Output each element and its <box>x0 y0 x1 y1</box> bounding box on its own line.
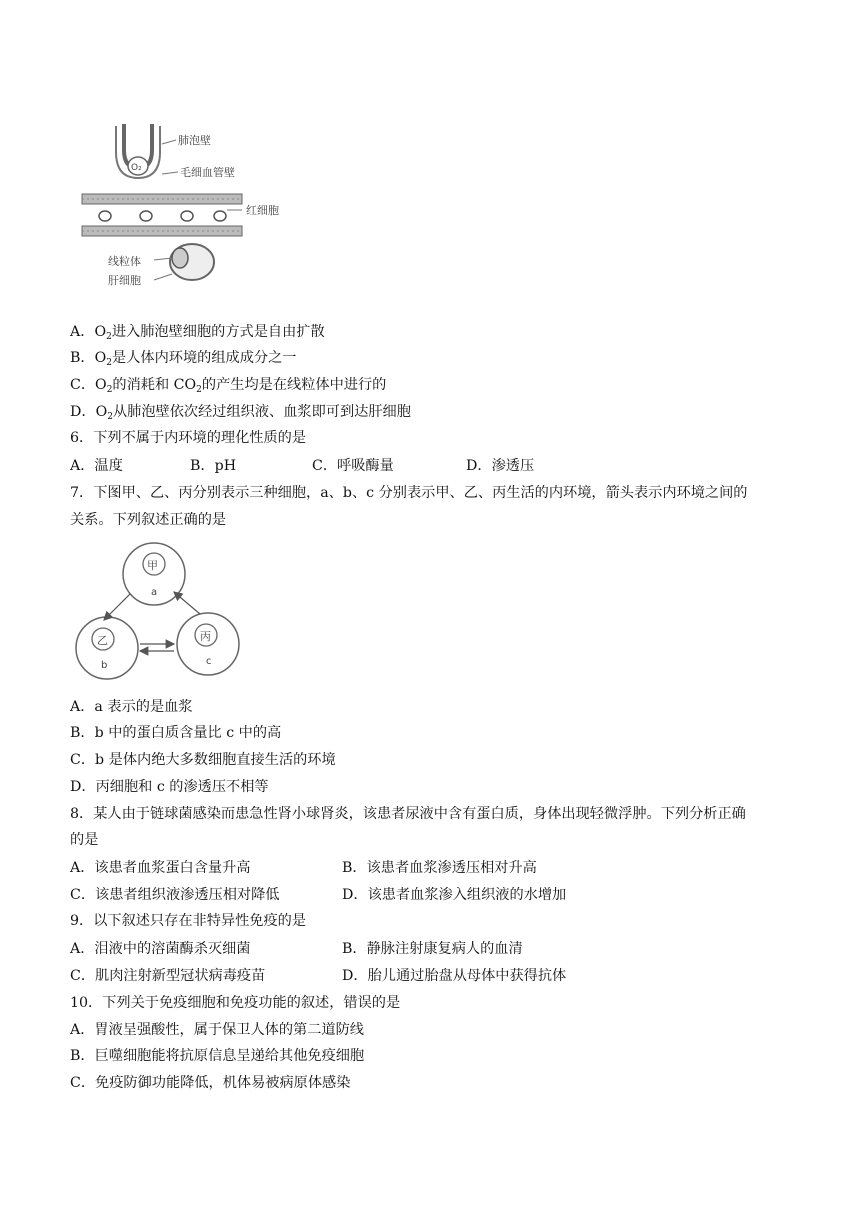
q5-option-a[interactable]: A．$O_2$进入肺泡壁细胞的方式是自由扩散 <box>70 324 325 342</box>
liver-cell-label: 肝细胞 <box>108 274 141 287</box>
q10-option-a[interactable]: A．胃液呈强酸性，属于保卫人体的第二道防线 <box>70 1022 364 1038</box>
q5-option-c[interactable]: C．$O_2$的消耗和 $CO_2$的产生均是在线粒体中进行的 <box>70 377 387 395</box>
mitochondria-label: 线粒体 <box>108 255 141 268</box>
q7-option-a[interactable]: A．a 表示的是血浆 <box>70 699 193 715</box>
q9-option-d[interactable]: D．胎儿通过胎盘从母体中获得抗体 <box>342 968 567 984</box>
q9-option-b[interactable]: B．静脉注射康复病人的血清 <box>342 941 523 957</box>
o2-label: O₂ <box>131 163 142 173</box>
q7-stem-line2: 关系。下列叙述正确的是 <box>70 512 227 528</box>
q8-option-a[interactable]: A．该患者血浆蛋白含量升高 <box>70 860 251 876</box>
cell-jia-label: 甲 <box>147 559 158 572</box>
env-a-label: a <box>151 587 158 598</box>
q6-option-a[interactable]: A．温度 <box>70 458 123 474</box>
q7-option-b[interactable]: B．b 中的蛋白质含量比 c 中的高 <box>70 725 282 741</box>
cell-bing-label: 丙 <box>200 630 211 643</box>
q6-option-d[interactable]: D．渗透压 <box>466 458 535 474</box>
q9-option-a[interactable]: A．泪液中的溶菌酶杀灭细菌 <box>70 941 251 957</box>
q5-option-b[interactable]: B．$O_2$是人体内环境的组成成分之一 <box>70 350 297 368</box>
env-c-label: c <box>206 656 212 667</box>
q7-stem-line1: 7．下图甲、乙、丙分别表示三种细胞，a、b、c 分别表示甲、乙、丙生活的内环境，箭头表示内环境之间的 <box>70 485 748 501</box>
cell-environment-figure <box>70 538 270 688</box>
q6-option-c[interactable]: C．呼吸酶量 <box>312 458 394 474</box>
cell-yi-label: 乙 <box>97 634 108 647</box>
q10-option-c[interactable]: C．免疫防御功能降低，机体易被病原体感染 <box>70 1075 351 1091</box>
q7-option-d[interactable]: D．丙细胞和 c 的渗透压不相等 <box>70 779 269 795</box>
q9-option-c[interactable]: C．肌肉注射新型冠状病毒疫苗 <box>70 968 266 984</box>
q8-option-d[interactable]: D．该患者血浆渗入组织液的水增加 <box>342 887 567 903</box>
q6-stem: 6．下列不属于内环境的理化性质的是 <box>70 430 307 446</box>
q8-stem-line1: 8．某人由于链球菌感染而患急性肾小球肾炎，该患者尿液中含有蛋白质，身体出现轻微浮肿。下列分析正确 <box>70 806 746 822</box>
q8-stem-line2: 的是 <box>70 832 99 848</box>
q5-option-d[interactable]: D．$O_2$从肺泡壁依次经过组织液、血浆即可到达肝细胞 <box>70 404 411 422</box>
q6-option-b[interactable]: B．pH <box>190 458 237 474</box>
capillary-wall-label: 毛细血管壁 <box>180 166 235 179</box>
q8-option-c[interactable]: C．该患者组织液渗透压相对降低 <box>70 887 280 903</box>
q10-option-b[interactable]: B．巨噬细胞能将抗原信息呈递给其他免疫细胞 <box>70 1048 365 1064</box>
q8-option-b[interactable]: B．该患者血浆渗透压相对升高 <box>342 860 537 876</box>
q7-option-c[interactable]: C．b 是体内绝大多数细胞直接生活的环境 <box>70 752 336 768</box>
q9-stem: 9．以下叙述只存在非特异性免疫的是 <box>70 913 307 929</box>
q10-stem: 10．下列关于免疫细胞和免疫功能的叙述，错误的是 <box>70 995 401 1011</box>
red-blood-cell-label: 红细胞 <box>246 204 279 217</box>
alveolus-capillary-figure <box>72 112 362 317</box>
alveolus-wall-label: 肺泡壁 <box>178 134 211 147</box>
env-b-label: b <box>101 660 108 671</box>
